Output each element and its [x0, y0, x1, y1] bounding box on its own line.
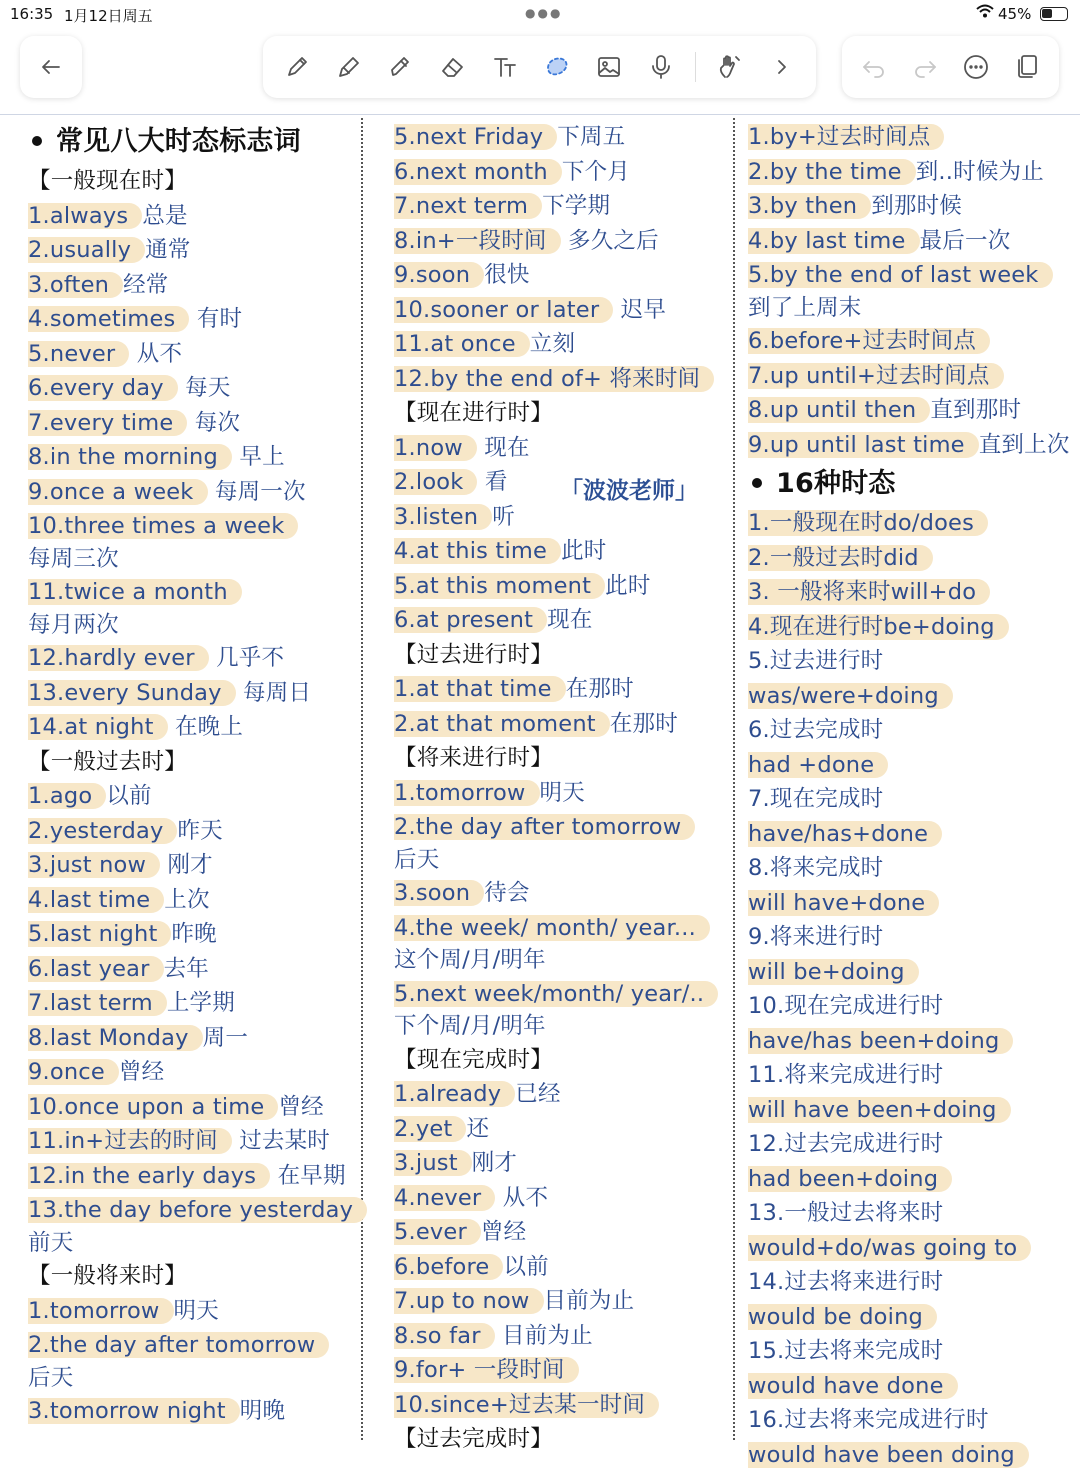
term-meaning: 曾经: [278, 1094, 323, 1120]
highlighted-term: have/has+done: [748, 821, 942, 847]
term-meaning: 下周五: [557, 124, 625, 150]
note-line: [28, 406, 358, 441]
highlighted-term: will be+doing: [748, 959, 919, 985]
highlighted-term: 3.just now: [28, 852, 160, 878]
note-line: [394, 534, 724, 569]
note-line: [394, 1250, 724, 1285]
note-line: [394, 603, 724, 638]
note-line: [394, 876, 724, 911]
note-line: [748, 610, 1068, 645]
note-line: [28, 199, 358, 234]
term-meaning: 昨晚: [171, 921, 216, 947]
bullet-icon: [752, 478, 762, 488]
highlighted-term: 4.the week/ month/ year...: [394, 915, 710, 941]
highlighted-term: 3.soon: [394, 880, 484, 906]
highlighted-term: would be doing: [748, 1304, 937, 1330]
highlighted-term: 5.by the end of last week: [748, 262, 1053, 288]
highlighted-term: 5.at this moment: [394, 573, 605, 599]
tense-heading: 【过去完成时】: [394, 1422, 724, 1457]
pages-icon[interactable]: [1009, 49, 1045, 85]
term-meaning: 在那时: [566, 676, 634, 702]
note-line: [28, 848, 358, 883]
note-line: [28, 1124, 358, 1159]
highlighted-term: 6.before: [394, 1254, 503, 1280]
note-line: [28, 952, 358, 987]
note-line: [748, 748, 1068, 783]
translation-line: 前天: [28, 1228, 358, 1260]
highlighted-term: 6.last year: [28, 956, 164, 982]
highlighted-term: 1.tomorrow: [394, 780, 540, 806]
pen-icon[interactable]: [279, 49, 315, 85]
section-title-text: 16种时态: [776, 468, 896, 499]
highlighted-term: 2.yesterday: [28, 818, 177, 844]
note-line: [28, 1090, 358, 1125]
note-line: 16.过去将来完成进行时: [748, 1403, 1068, 1438]
note-line: 9.将来进行时: [748, 920, 1068, 955]
note-line: [28, 1193, 358, 1228]
note-line: [28, 1328, 358, 1363]
highlighted-term: 11.in+过去的时间: [28, 1128, 232, 1154]
term-meaning: 以前: [503, 1254, 548, 1280]
note-line: [28, 302, 358, 337]
battery-icon: [1040, 7, 1068, 21]
tense-heading: 【过去进行时】: [394, 638, 724, 673]
term-meaning: 直到上次: [979, 432, 1070, 458]
note-line: 5.过去进行时: [748, 644, 1068, 679]
note-line: 12.过去完成进行时: [748, 1127, 1068, 1162]
note-line: [748, 359, 1068, 394]
battery-percent: 45%: [998, 5, 1031, 23]
tense-heading: 【一般将来时】: [28, 1259, 358, 1294]
note-line: [394, 977, 724, 1012]
more-icon[interactable]: [958, 49, 994, 85]
note-line: [748, 886, 1068, 921]
term-meaning: 明天: [174, 1298, 219, 1324]
highlighted-term: 11.twice a month: [28, 579, 242, 605]
highlighted-term: had been+doing: [748, 1166, 952, 1192]
section-title: [748, 462, 1068, 506]
note-line: [28, 233, 358, 268]
note-line: [28, 1294, 358, 1329]
note-line: [394, 1284, 724, 1319]
note-line: [748, 1300, 1068, 1335]
highlighted-term: 9.once a week: [28, 479, 208, 505]
status-bar: [0, 0, 1080, 28]
note-line: [748, 155, 1068, 190]
note-line: [394, 1215, 724, 1250]
note-line: 8.将来完成时: [748, 851, 1068, 886]
term-meaning: 现在: [477, 435, 530, 461]
highlighted-term: 2.the day after tomorrow: [28, 1332, 329, 1358]
term-meaning: 迟早: [613, 297, 666, 323]
term-meaning: 还: [466, 1116, 489, 1142]
term-meaning: 昨天: [177, 818, 222, 844]
note-line: [28, 676, 358, 711]
note-line: [394, 189, 724, 224]
term-meaning: 最后一次: [920, 228, 1011, 254]
note-line: [748, 1093, 1068, 1128]
note-line: [748, 258, 1068, 293]
highlighted-term: 3.often: [28, 272, 123, 298]
highlighted-term: 9.once: [28, 1059, 119, 1085]
note-line: [394, 911, 724, 946]
term-meaning: 经常: [123, 272, 168, 298]
term-meaning: 周一: [203, 1025, 248, 1051]
highlighted-term: was/were+doing: [748, 683, 953, 709]
note-line: 7.现在完成时: [748, 782, 1068, 817]
highlighted-term: 9.for+ 一段时间: [394, 1357, 579, 1383]
term-meaning: 曾经: [119, 1059, 164, 1085]
eraser-icon[interactable]: [435, 49, 471, 85]
note-line: [28, 1055, 358, 1090]
term-meaning: 此时: [605, 573, 650, 599]
translation-line: 每月两次: [28, 610, 358, 642]
note-line: 6.过去完成时: [748, 713, 1068, 748]
highlighted-term: had +done: [748, 752, 888, 778]
term-meaning: 直到那时: [930, 397, 1021, 423]
highlighted-term: 2.look: [394, 469, 477, 495]
highlighter-icon[interactable]: [383, 49, 419, 85]
note-line: [394, 1353, 724, 1388]
microphone-icon[interactable]: [643, 49, 679, 85]
note-line: [28, 371, 358, 406]
highlighted-term: 2.by the time: [748, 159, 916, 185]
note-line: [748, 1438, 1068, 1472]
highlighted-term: would have done: [748, 1373, 958, 1399]
note-line: 14.过去将来进行时: [748, 1265, 1068, 1300]
note-line: [748, 324, 1068, 359]
highlighted-term: 8.so far: [394, 1323, 495, 1349]
note-line: [28, 917, 358, 952]
tense-heading: 【现在完成时】: [394, 1043, 724, 1078]
term-meaning: 明天: [540, 780, 585, 806]
note-line: 10.现在完成进行时: [748, 989, 1068, 1024]
highlighted-term: 7.up to now: [394, 1288, 544, 1314]
highlighted-term: 2.usually: [28, 237, 145, 263]
note-line: [748, 506, 1068, 541]
highlighted-term: would+do/was going to: [748, 1235, 1031, 1261]
term-meaning: 此时: [561, 538, 606, 564]
note-line: [28, 337, 358, 372]
note-line: 11.将来完成进行时: [748, 1058, 1068, 1093]
highlighted-term: 8.last Monday: [28, 1025, 203, 1051]
tense-heading: 【现在进行时】: [394, 396, 724, 431]
highlighted-term: 4.last time: [28, 887, 164, 913]
highlighted-term: 1.ago: [28, 783, 106, 809]
note-line: [394, 776, 724, 811]
note-line: [394, 1077, 724, 1112]
note-line: [28, 641, 358, 676]
term-meaning: 明晚: [240, 1398, 285, 1424]
note-line: [748, 1162, 1068, 1197]
term-meaning: 上次: [164, 887, 209, 913]
note-line: 13.一般过去将来时: [748, 1196, 1068, 1231]
highlighted-term: 4.at this time: [394, 538, 561, 564]
text-icon[interactable]: [487, 49, 523, 85]
highlighted-term: 6.every day: [28, 375, 178, 401]
term-meaning: 目前为止: [544, 1288, 635, 1314]
note-line: [28, 475, 358, 510]
notes-column-1: [28, 120, 358, 1440]
drawing-toolbar: [263, 36, 816, 98]
note-line: [394, 258, 724, 293]
term-meaning: 曾经: [481, 1219, 526, 1245]
highlighted-term: 1.always: [28, 203, 142, 229]
term-meaning: 刚才: [472, 1150, 517, 1176]
term-meaning: 刚才: [160, 852, 213, 878]
note-line: [748, 1369, 1068, 1404]
term-meaning: 很快: [484, 262, 529, 288]
note-line: [28, 268, 358, 303]
note-line: [394, 155, 724, 190]
term-meaning: 每周日: [236, 680, 311, 706]
note-line: [394, 1319, 724, 1354]
note-line: [748, 575, 1068, 610]
author-tag: 「波波老师」: [560, 472, 698, 505]
note-line: [28, 883, 358, 918]
term-meaning: 多久之后: [561, 228, 659, 254]
term-meaning: 看: [477, 469, 507, 495]
note-line: [748, 428, 1068, 463]
highlighted-term: 1.at that time: [394, 676, 566, 702]
note-line: [394, 1181, 724, 1216]
note-line: [394, 224, 724, 259]
note-line: [28, 986, 358, 1021]
highlighted-term: would have been doing: [748, 1442, 1029, 1468]
term-meaning: 每周一次: [208, 479, 306, 505]
highlighted-term: 12.hardly ever: [28, 645, 209, 671]
note-line: [748, 224, 1068, 259]
note-line: [28, 1021, 358, 1056]
term-meaning: 下学期: [542, 193, 610, 219]
note-line: [394, 1388, 724, 1423]
multitask-dots-icon[interactable]: ●●●: [525, 6, 562, 20]
highlighted-term: 13.every Sunday: [28, 680, 236, 706]
term-meaning: 以前: [106, 783, 151, 809]
note-line: [748, 817, 1068, 852]
term-meaning: 目前为止: [495, 1323, 593, 1349]
highlighted-term: 2.the day after tomorrow: [394, 814, 695, 840]
term-meaning: 有时: [189, 306, 242, 332]
term-meaning: 每天: [178, 375, 231, 401]
note-line: [748, 120, 1068, 155]
term-meaning: 在晚上: [168, 714, 243, 740]
note-line: [394, 327, 724, 362]
highlighted-term: 1.now: [394, 435, 477, 461]
term-meaning: 上学期: [167, 990, 235, 1016]
highlighted-term: 4.现在进行时be+doing: [748, 614, 1009, 640]
highlighted-term: 1.by+过去时间点: [748, 124, 944, 150]
note-line: [28, 509, 358, 544]
hand-draw-icon[interactable]: [712, 49, 748, 85]
wifi-icon: [976, 4, 994, 22]
toolbar-divider: [695, 52, 696, 82]
highlighted-term: 7.every time: [28, 410, 187, 436]
highlighted-term: 13.the day before yesterday: [28, 1197, 367, 1223]
translation-line: 到了上周末: [748, 293, 1068, 325]
note-line: [28, 575, 358, 610]
highlighted-term: 5.last night: [28, 921, 171, 947]
highlighted-term: 10.sooner or later: [394, 297, 613, 323]
translation-line: 每周三次: [28, 544, 358, 576]
status-time: 16:35: [10, 5, 53, 23]
highlighted-term: 7.up until+过去时间点: [748, 363, 1004, 389]
pencil-icon[interactable]: [331, 49, 367, 85]
highlighted-term: 3.tomorrow night: [28, 1398, 240, 1424]
highlighted-term: 8.in+一段时间: [394, 228, 561, 254]
bullet-icon: [32, 136, 42, 146]
highlighted-term: 1.tomorrow: [28, 1298, 174, 1324]
highlighted-term: 11.at once: [394, 331, 530, 357]
note-line: [28, 710, 358, 745]
term-meaning: 早上: [232, 444, 285, 470]
back-button-container: [20, 36, 82, 98]
note-line: [748, 541, 1068, 576]
term-meaning: 现在: [547, 607, 592, 633]
highlighted-term: 3.listen: [394, 504, 492, 530]
term-meaning: 到..时候为止: [916, 159, 1044, 185]
highlighted-term: 14.at night: [28, 714, 168, 740]
term-meaning: 听: [492, 504, 515, 530]
document-actions-toolbar: [842, 36, 1059, 98]
highlighted-term: 5.never: [28, 341, 129, 367]
note-line: [394, 362, 724, 397]
highlighted-term: 2.yet: [394, 1116, 466, 1142]
term-meaning: 待会: [484, 880, 529, 906]
notes-column-3: [748, 120, 1068, 1440]
note-line: [748, 1231, 1068, 1266]
term-meaning: 总是: [142, 203, 187, 229]
section-title: [28, 120, 358, 164]
highlighted-term: will have been+doing: [748, 1097, 1011, 1123]
note-line: [394, 810, 724, 845]
term-meaning: 几乎不: [209, 645, 284, 671]
note-line: [394, 707, 724, 742]
notes-column-2: [394, 120, 724, 1440]
highlighted-term: 6.at present: [394, 607, 547, 633]
highlighted-term: 3.by then: [748, 193, 871, 219]
note-line: [748, 955, 1068, 990]
redo-icon[interactable]: [907, 49, 943, 85]
term-meaning: 在早期: [270, 1163, 345, 1189]
highlighted-term: 3.just: [394, 1150, 472, 1176]
term-meaning: 从不: [129, 341, 182, 367]
term-meaning: 在那时: [610, 711, 678, 737]
note-line: [28, 779, 358, 814]
highlighted-term: 9.soon: [394, 262, 484, 288]
note-line: [394, 120, 724, 155]
note-line: [394, 672, 724, 707]
note-line: [394, 431, 724, 466]
toolbar-divider-line: [0, 114, 1080, 115]
note-line: [28, 1159, 358, 1194]
translation-line: 下个周/月/明年: [394, 1011, 724, 1043]
highlighted-term: 5.ever: [394, 1219, 481, 1245]
highlighted-term: 6.before+过去时间点: [748, 328, 990, 354]
highlighted-term: 10.three times a week: [28, 513, 298, 539]
highlighted-term: 4.sometimes: [28, 306, 189, 332]
highlighted-term: 3. 一般将来时will+do: [748, 579, 990, 605]
note-line: [394, 569, 724, 604]
translation-line: 这个周/月/明年: [394, 945, 724, 977]
term-meaning: 到那时候: [871, 193, 962, 219]
undo-icon[interactable]: [856, 49, 892, 85]
highlighted-term: 8.up until then: [748, 397, 930, 423]
tense-heading: 【一般现在时】: [28, 164, 358, 199]
highlighted-term: 1.一般现在时do/does: [748, 510, 988, 536]
highlighted-term: 7.last term: [28, 990, 167, 1016]
note-line: [28, 440, 358, 475]
translation-line: 后天: [394, 845, 724, 877]
note-line: [394, 1112, 724, 1147]
highlighted-term: 12.in the early days: [28, 1163, 270, 1189]
column-divider-2: [733, 118, 735, 1440]
highlighted-term: 4.never: [394, 1185, 495, 1211]
note-line: [748, 679, 1068, 714]
tense-heading: 【将来进行时】: [394, 741, 724, 776]
translation-line: 后天: [28, 1363, 358, 1395]
section-title-text: 常见八大时态标志词: [56, 126, 301, 157]
highlighted-term: 12.by the end of+ 将来时间: [394, 366, 714, 392]
term-meaning: 已经: [515, 1081, 560, 1107]
highlighted-term: 6.next month: [394, 159, 562, 185]
term-meaning: 立刻: [530, 331, 575, 357]
highlighted-term: 8.in the morning: [28, 444, 232, 470]
highlighted-term: 10.once upon a time: [28, 1094, 278, 1120]
term-meaning: 过去某时: [232, 1128, 330, 1154]
image-icon[interactable]: [591, 49, 627, 85]
status-date: 1月12日周五: [64, 5, 153, 26]
highlighted-term: 9.up until last time: [748, 432, 979, 458]
term-meaning: 每次: [187, 410, 240, 436]
note-line: 15.过去将来完成时: [748, 1334, 1068, 1369]
term-meaning: 从不: [495, 1185, 548, 1211]
highlighted-term: have/has been+doing: [748, 1028, 1013, 1054]
term-meaning: 去年: [164, 956, 209, 982]
note-line: [394, 293, 724, 328]
highlighted-term: 10.since+过去某一时间: [394, 1392, 659, 1418]
note-line: [748, 1024, 1068, 1059]
tense-heading: 【一般过去时】: [28, 745, 358, 780]
note-line: [748, 393, 1068, 428]
note-line: [394, 1146, 724, 1181]
highlighted-term: 5.next Friday: [394, 124, 557, 150]
note-line: [748, 189, 1068, 224]
highlighted-term: 1.already: [394, 1081, 515, 1107]
chevron-right-icon[interactable]: [764, 49, 800, 85]
highlighted-term: will have+done: [748, 890, 939, 916]
highlighted-term: 2.at that moment: [394, 711, 610, 737]
highlighted-term: 7.next term: [394, 193, 542, 219]
lasso-icon[interactable]: [539, 49, 575, 85]
term-meaning: 通常: [145, 237, 190, 263]
column-divider-1: [361, 118, 363, 1440]
back-arrow-icon[interactable]: [33, 49, 69, 85]
highlighted-term: 5.next week/month/ year/..: [394, 981, 718, 1007]
highlighted-term: 2.一般过去时did: [748, 545, 933, 571]
term-meaning: 下个月: [562, 159, 630, 185]
highlighted-term: 4.by last time: [748, 228, 920, 254]
note-line: [28, 814, 358, 849]
note-line: [28, 1394, 358, 1429]
